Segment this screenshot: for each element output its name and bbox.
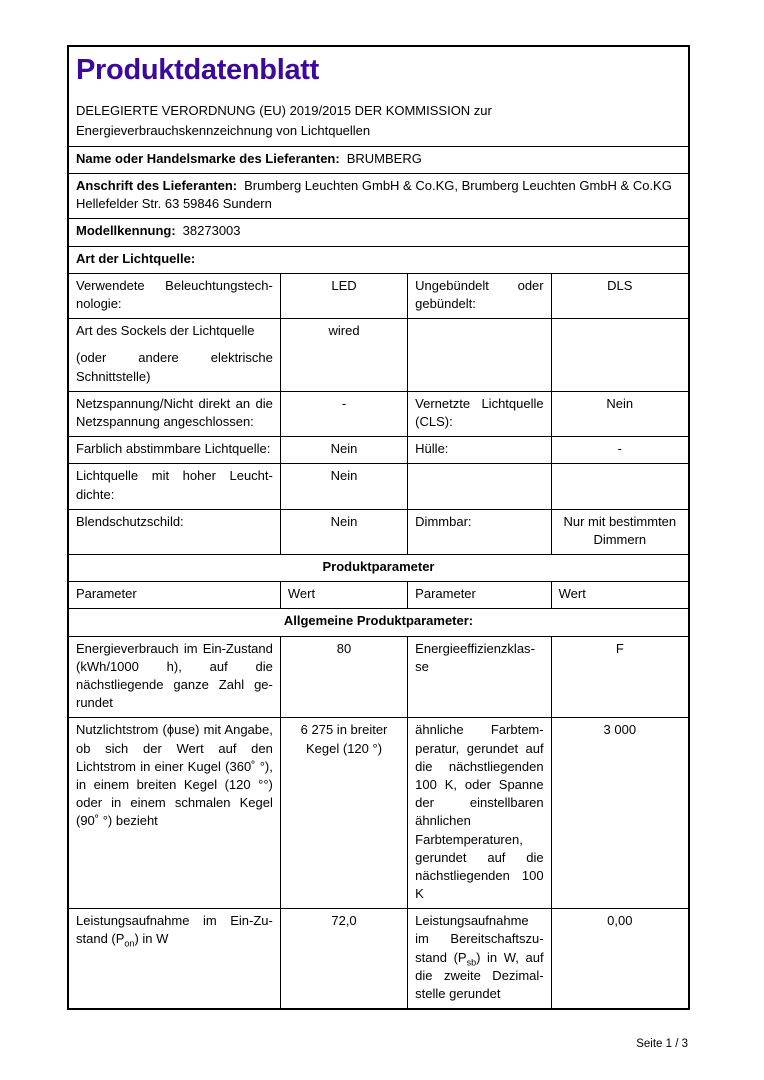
subscript-sb: sb — [466, 957, 477, 968]
value-cell: 6 275 in breiter Kegel (120 °) — [280, 718, 407, 909]
param-cell: Dimmbar: — [408, 509, 551, 554]
param-cell: Netzspannung/Nicht direkt an die Netzspannung angeschlossen: — [68, 391, 280, 436]
document-page — [67, 45, 690, 1050]
subscript-on: on — [124, 939, 135, 950]
table-row-useful-flux — [68, 718, 689, 909]
header-cell — [68, 46, 689, 146]
table-row-socket — [68, 319, 689, 392]
product-datasheet-table — [67, 45, 690, 1010]
supplier-name-value: BRUMBERG — [346, 150, 422, 166]
param-cell — [408, 464, 551, 509]
param-cell — [68, 319, 280, 392]
light-source-type-label: Art der Lichtquelle: — [76, 250, 196, 266]
column-header: Parameter — [68, 582, 280, 609]
socket-label-line1: Art des Sockels der Lichtquelle — [76, 323, 255, 339]
param-cell: Lichtquelle mit hoher Leuchtdichte: — [68, 464, 280, 509]
table-row-power-on-state — [68, 909, 689, 1009]
table-row-mains-voltage — [68, 391, 689, 436]
value-cell: 0,00 — [551, 909, 689, 1009]
param-cell: Blendschutzschild: — [68, 509, 280, 554]
value-cell: wired — [280, 319, 407, 392]
column-header-row — [68, 582, 689, 609]
param-cell: Nutzlichtstrom (ϕuse) mit Angabe, ob sich der Wert auf den Lichtstrom in einer Kugel (360˚ °), in einem breiten Kegel (120 °°) oder in einem schmalen Kegel (90˚ °) bezieht — [68, 718, 280, 909]
param-cell: Hülle: — [408, 437, 551, 464]
column-header: Wert — [551, 582, 689, 609]
value-cell: LED — [280, 273, 407, 318]
param-cell: Ungebündelt oder gebündelt: — [408, 273, 551, 318]
column-header: Parameter — [408, 582, 551, 609]
value-cell: DLS — [551, 273, 689, 318]
value-cell: Nein — [280, 437, 407, 464]
supplier-address-value: Brumberg Leuchten GmbH & Co.KG, Brumberg Leuchten GmbH & Co.KG Hellefelder Str. 63 59846 Sundern — [76, 178, 672, 212]
supplier-address-row — [68, 174, 689, 219]
param-cell: Farblich abstimmbare Lichtquelle: — [68, 437, 280, 464]
value-cell: 3 000 — [551, 718, 689, 909]
model-id-value: 38273003 — [182, 223, 241, 239]
supplier-address-label: Anschrift des Lieferanten: — [76, 178, 238, 194]
value-cell: - — [551, 437, 689, 464]
param-cell: Verwendete Beleuchtungstechnologie: — [68, 273, 280, 318]
param-cell: ähnliche Farbtemperatur, gerundet auf die nächstliegenden 100 K, oder Spanne der einstellbaren ähnlichen Farbtemperaturen, gerundet auf die nächstliegenden 100 K — [408, 718, 551, 909]
model-id-label: Modellkennung: — [76, 223, 176, 239]
param-cell: Vernetzte Lichtquelle (CLS): — [408, 391, 551, 436]
table-row-high-luminance — [68, 464, 689, 509]
param-cell: Energieeffizienzklasse — [408, 636, 551, 718]
light-source-type-row — [68, 246, 689, 273]
page-title: Produktdatenblatt — [76, 54, 320, 86]
value-cell — [551, 319, 689, 392]
value-cell: - — [280, 391, 407, 436]
column-header: Wert — [280, 582, 407, 609]
value-cell: Nein — [551, 391, 689, 436]
header-row — [68, 46, 689, 146]
page-number: Seite 1 / 3 — [636, 1038, 688, 1051]
subsection-header-row — [68, 609, 689, 636]
subsection-title: Allgemeine Produktparameter: — [68, 609, 689, 636]
value-cell — [551, 464, 689, 509]
param-cell: Energieverbrauch im Ein-Zustand (kWh/1000 h), auf die nächstliegende ganze Zahl gerundet — [68, 636, 280, 718]
value-cell: Nein — [280, 509, 407, 554]
value-cell: F — [551, 636, 689, 718]
param-cell: Leistungsaufnahme im Ein-Zustand $(P_{on})$ in W — [68, 909, 280, 1009]
table-row-energy-consumption — [68, 636, 689, 718]
value-cell: Nur mit bestimmten Dimmern — [551, 509, 689, 554]
section-header-row — [68, 555, 689, 582]
supplier-name-row — [68, 146, 689, 173]
regulation-subtitle: DELEGIERTE VERORDNUNG (EU) 2019/2015 DER KOMMISSION zur Energieverbrauchskennzeichnung von Lichtquellen — [76, 102, 492, 138]
table-row-color-tunable — [68, 437, 689, 464]
param-cell — [408, 319, 551, 392]
socket-label-line2: (oder andere elektrische Schnittstelle) — [76, 350, 273, 384]
value-cell: 80 — [280, 636, 407, 718]
table-row-glare-shield — [68, 509, 689, 554]
param-cell: Leistungsaufnahme im Bereitschaftszustand $(P_{sb})$ in W, auf die zweite Dezimalstelle gerundet — [408, 909, 551, 1009]
section-title: Produktparameter — [68, 555, 689, 582]
value-cell: Nein — [280, 464, 407, 509]
table-row-technology — [68, 273, 689, 318]
value-cell: 72,0 — [280, 909, 407, 1009]
model-id-row — [68, 219, 689, 246]
supplier-name-label: Name oder Handelsmarke des Lieferanten: — [76, 150, 340, 166]
